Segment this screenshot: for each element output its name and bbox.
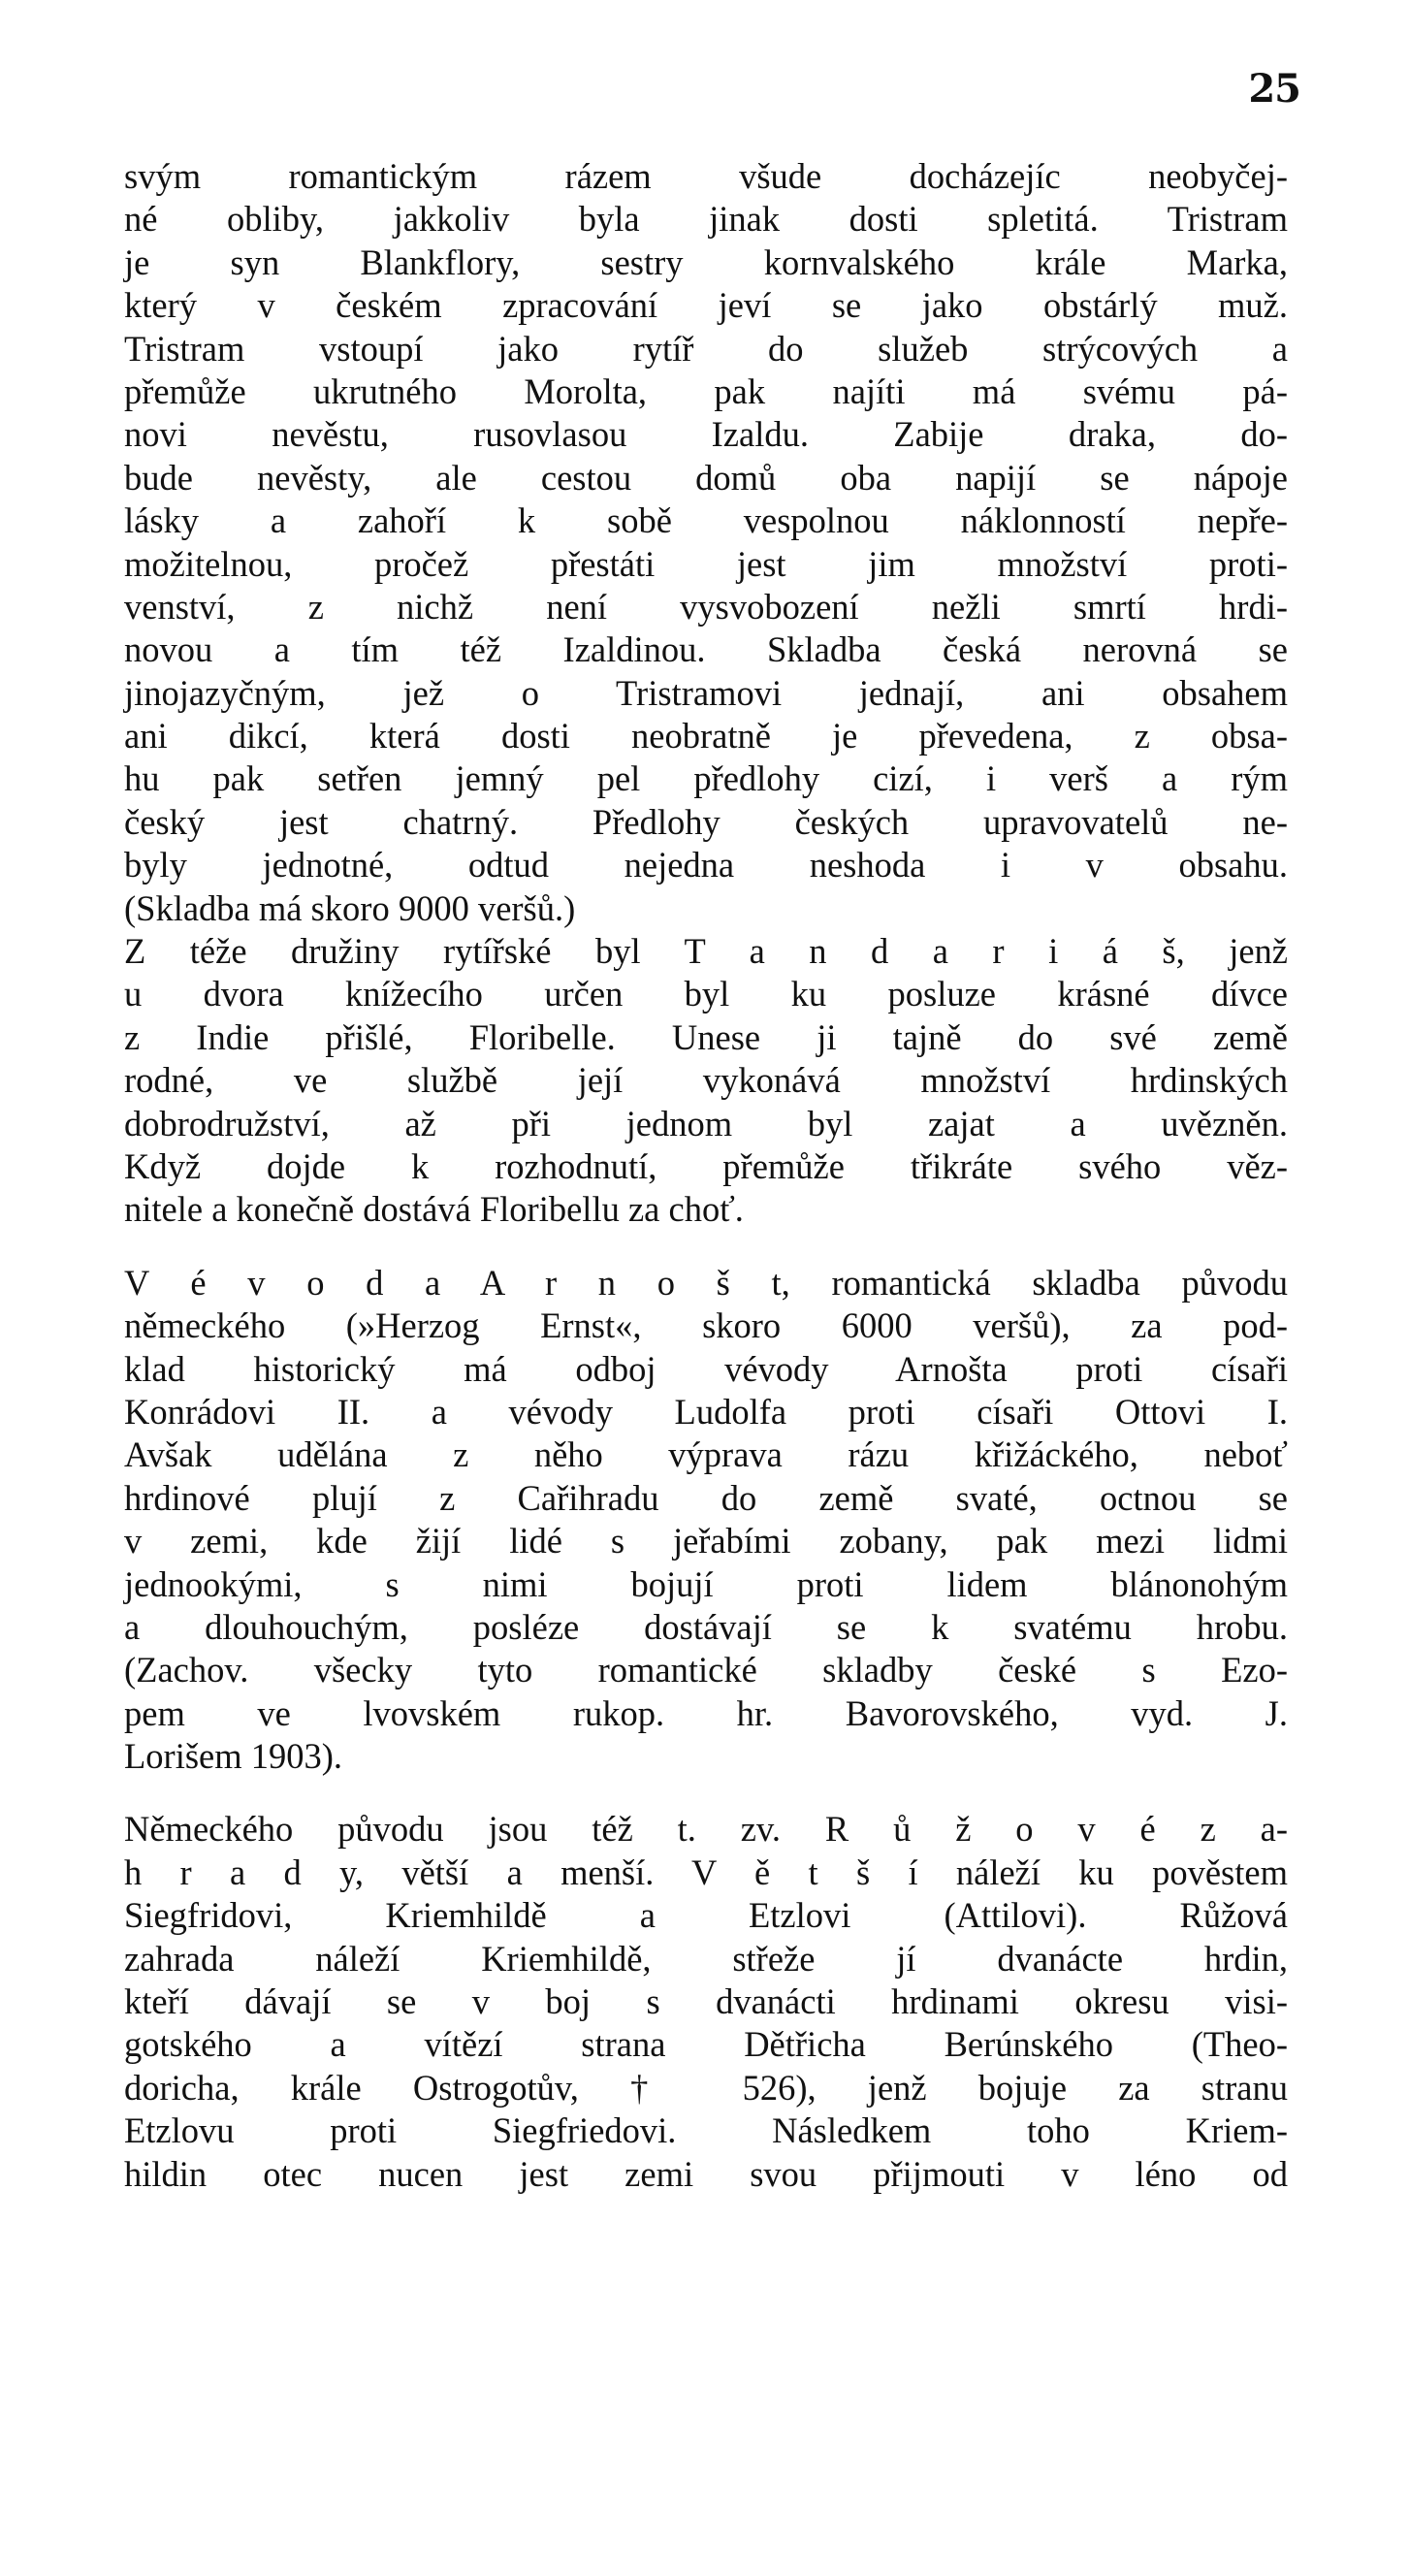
text-line: svým romantickým rázem všude docházejíc neobyčej- (124, 156, 1288, 196)
text-line: doricha, krále Ostrogotův, † 526), jenž bojuje za stranu (124, 2067, 1288, 2108)
text-line: Lorišem 1903). (124, 1736, 343, 1777)
text-line: jinojazyčným, jež o Tristramovi jednají, ani obsahem (124, 672, 1288, 713)
text-line: Konrádovi II. a vévody Ludolfa proti císaři Ottovi I. (124, 1391, 1288, 1432)
text-line: venství, z nichž není vysvobození nežli smrtí hrdi- (124, 586, 1288, 627)
paragraph-tristram (124, 155, 1288, 930)
text-line: Z téže družiny rytířské byl T a n d a r i á š, jenž (124, 931, 1288, 972)
text-line: Etzlovu proti Siegfriedovi. Následkem toho Kriem- (124, 2110, 1288, 2151)
paragraph-tandarias (124, 930, 1288, 1232)
text-line: Tristram vstoupí jako rytíř do služeb strýcových a (124, 328, 1288, 369)
text-line: český jest chatrný. Předlohy českých upravovatelů ne- (124, 801, 1288, 842)
text-line: Německého původu jsou též t. zv. R ů ž o v é z a- (124, 1809, 1288, 1850)
text-line: novou a tím též Izaldinou. Skladba česká nerovná se (124, 629, 1288, 670)
text-line: (Skladba má skoro 9000 veršů.) (124, 887, 576, 928)
text-line: je syn Blankflory, sestry kornvalského krále Marka, (124, 242, 1288, 282)
text-line: hildin otec nucen jest zemi svou přijmouti v léno od (124, 2153, 1288, 2194)
text-line: z Indie přišlé, Floribelle. Unese ji tajně do své země (124, 1016, 1288, 1057)
text-line: byly jednotné, odtud nejedna neshoda i v obsahu. (124, 845, 1288, 886)
text-line: (Zachov. všecky tyto romantické skladby české s Ezo- (124, 1650, 1288, 1690)
paragraph-gap (124, 1232, 1288, 1262)
text-line: né obliby, jakkoliv byla jinak dosti spletitá. Tristram (124, 199, 1288, 240)
text-line: Když dojde k rozhodnutí, přemůže třikráte svého věz- (124, 1145, 1288, 1186)
text-line: rodné, ve službě její vykonává množství hrdinských (124, 1060, 1288, 1101)
text-line: hu pak setřen jemný pel předlohy cizí, i verš a rým (124, 758, 1288, 799)
text-line: u dvora knížecího určen byl ku posluze krásné dívce (124, 974, 1288, 1014)
text-line: v zemi, kde žijí lidé s jeřabími zobany, pak mezi lidmi (124, 1521, 1288, 1562)
text-line: kteří dávají se v boj s dvanácti hrdinami okresu visi- (124, 1981, 1288, 2022)
text-line: hrdinové plují z Cařihradu do země svaté, octnou se (124, 1477, 1288, 1518)
text-line: přemůže ukrutného Morolta, pak najíti má svému pá- (124, 370, 1288, 411)
body-text (124, 155, 1288, 2196)
text-line: lásky a zahoří k sobě vespolnou náklonností nepře- (124, 500, 1288, 541)
paragraph-arnost (124, 1262, 1288, 1779)
text-line: jednookými, s nimi bojují proti lidem blánonohým (124, 1563, 1288, 1604)
text-line: gotského a vítězí strana Dětřicha Berúnského (Theo- (124, 2024, 1288, 2065)
text-line: bude nevěsty, ale cestou domů oba napijí se nápoje (124, 457, 1288, 498)
text-line: dobrodružství, až při jednom byl zajat a uvězněn. (124, 1103, 1288, 1143)
text-line: V é v o d a A r n o š t, romantická skladba původu (124, 1262, 1288, 1303)
paragraph-ruzove-zahrady (124, 1808, 1288, 2196)
text-line: německého (»Herzog Ernst«, skoro 6000 veršů), za pod- (124, 1305, 1288, 1346)
text-line: klad historický má odboj vévody Arnošta proti císaři (124, 1348, 1288, 1389)
text-line: Avšak udělána z něho výprava rázu křižáckého, neboť (124, 1434, 1288, 1475)
page-number: 25 (1248, 66, 1300, 112)
text-line: nitele a konečně dostává Floribellu za choť. (124, 1189, 744, 1230)
text-line: Siegfridovi, Kriemhildě a Etzlovi (Attilovi). Růžová (124, 1895, 1288, 1936)
text-line: ani dikcí, která dosti neobratně je převedena, z obsa- (124, 716, 1288, 757)
text-line: novi nevěstu, rusovlasou Izaldu. Zabije draka, do- (124, 414, 1288, 455)
text-line: pem ve lvovském rukop. hr. Bavorovského, vyd. J. (124, 1692, 1288, 1733)
text-line: zahrada náleží Kriemhildě, střeže jí dvanácte hrdin, (124, 1938, 1288, 1979)
text-line: h r a d y, větší a menší. V ě t š í náleží ku pověstem (124, 1852, 1288, 1892)
text-line: a dlouhouchým, posléze dostávají se k svatému hrobu. (124, 1606, 1288, 1647)
text-line: který v českém zpracování jeví se jako obstárlý muž. (124, 285, 1288, 326)
text-line: možitelnou, pročež přestáti jest jim množství proti- (124, 543, 1288, 584)
paragraph-gap (124, 1778, 1288, 1808)
